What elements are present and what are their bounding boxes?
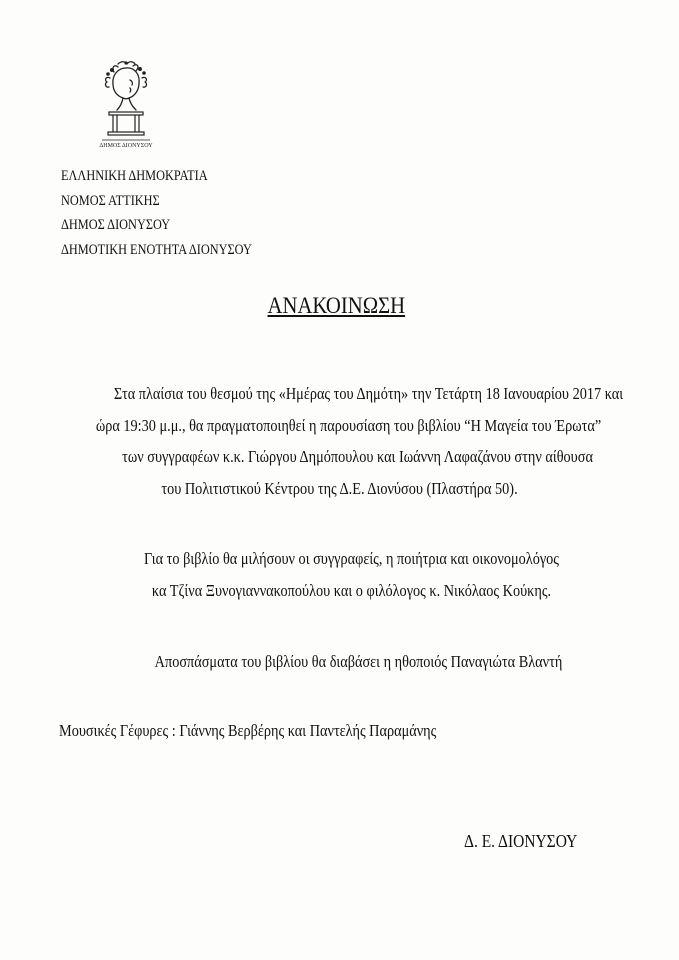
reading-paragraph (0, 646, 679, 678)
paragraph-line: του Πολιτιστικού Κέντρου της Δ.Ε. Διονύσου (Πλαστήρα 50). (161, 478, 518, 498)
logo-caption: ΔΗΜΟΣ ΔΙΟΝΥΣΟΥ (99, 143, 153, 149)
paragraph-line: Για το βιβλίο θα μιλήσουν οι συγγραφείς, η ποιήτρια και οικονομολόγος (144, 549, 559, 568)
header-line: ΔΗΜΟΤΙΚΗ ΕΝΟΤΗΤΑ ΔΙΟΝΥΣΟΥ (61, 241, 252, 258)
signature (464, 826, 596, 856)
header-line: ΕΛΛΗΝΙΚΗ ΔΗΜΟΚΡΑΤΙΑ (61, 168, 208, 184)
paragraph-line: των συγγραφέων κ.κ. Γιώργου Δημόπουλου και Ιωάννη Λαφαζάνου στην αίθουσα (122, 447, 593, 466)
speakers-paragraph (0, 543, 679, 606)
paragraph-line: ώρα 19:30 μ.μ., θα πραγματοποιηθεί η παρουσίαση του βιβλίου “Η Μαγεία του Έρωτα” (95, 415, 602, 435)
header-line: ΔΗΜΟΣ ΔΙΟΝΥΣΟΥ (61, 217, 171, 233)
issuer-header (61, 164, 294, 262)
paragraph-line: Στα πλαίσια του θεσμού της «Ημέρας του Δημότη» την Τετάρτη 18 Ιανουαρίου 2017 και (113, 384, 624, 403)
municipality-emblem-icon (96, 58, 156, 150)
document-title: ΑΝΑΚΟΙΝΩΣΗ (267, 293, 406, 318)
event-details-paragraph (0, 378, 679, 504)
music-line: Μουσικές Γέφυρες : Γιάννης Βερβέρης και Παντελής Παραμάνης (59, 721, 437, 740)
music-credits (59, 715, 508, 746)
document-title-container (0, 293, 679, 319)
signature-text: Δ. Ε. ΔΙΟΝΥΣΟΥ (464, 831, 578, 851)
paragraph-line: κα Τζίνα Ξυνογιαννακοπούλου και ο φιλόλογος κ. Νικόλαος Κούκης. (151, 580, 552, 600)
paragraph-line: Αποσπάσματα του βιβλίου θα διαβάσει η ηθοποιός Παναγιώτα Βλαντή (154, 652, 563, 671)
header-line: ΝΟΜΟΣ ΑΤΤΙΚΗΣ (61, 192, 160, 209)
